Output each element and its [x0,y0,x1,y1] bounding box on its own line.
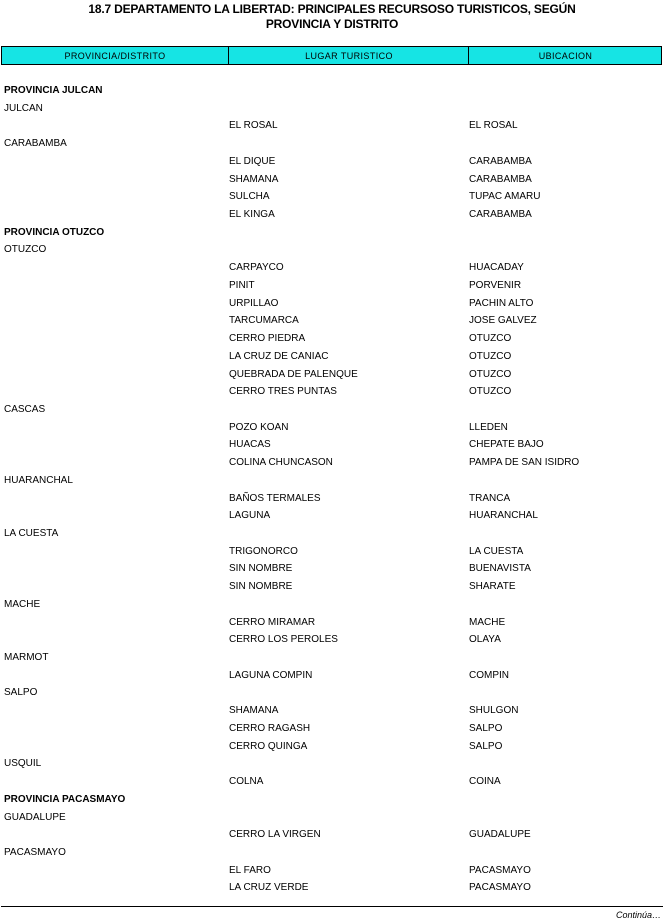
lugar-turistico-cell: LA CRUZ VERDE [229,882,309,894]
distrito-name: OTUZCO [4,244,47,256]
table-row [0,366,664,384]
ubicacion-cell: HUARANCHAL [469,510,538,522]
lugar-turistico-cell: CERRO RAGASH [229,722,311,734]
table-row [0,507,664,525]
lugar-turistico-cell: CERRO MIRAMAR [229,616,316,628]
provincia-row [0,82,664,100]
ubicacion-cell: SHULGON [469,705,519,717]
ubicacion-cell: OTUZCO [469,386,512,398]
distrito-row [0,401,664,419]
lugar-turistico-cell: SIN NOMBRE [229,563,293,575]
ubicacion-cell: OLAYA [469,634,501,646]
title-line-1: 18.7 DEPARTAMENTO LA LIBERTAD: PRINCIPALES RECURSOSO TURISTICOS, SEGÚN [88,2,576,16]
provincia-row [0,791,664,809]
lugar-turistico-cell: LAGUNA [229,510,271,522]
lugar-turistico-cell: HUACAS [229,439,271,451]
table-row [0,614,664,632]
lugar-turistico-cell: QUEBRADA DE PALENQUE [229,368,358,380]
table-row [0,330,664,348]
lugar-turistico-cell: SULCHA [229,191,270,203]
ubicacion-cell: MACHE [469,616,506,628]
table-row [0,631,664,649]
lugar-turistico-cell: LA CRUZ DE CANIAC [229,350,329,362]
footer-divider [1,906,663,907]
ubicacion-cell: TUPAC AMARU [469,191,541,203]
column-header-lugar-turistico: LUGAR TURISTICO [228,47,469,64]
provincia-row [0,224,664,242]
lugar-turistico-cell: EL DIQUE [229,155,276,167]
ubicacion-cell: CHEPATE BAJO [469,439,544,451]
ubicacion-cell: CARABAMBA [469,209,532,221]
distrito-row [0,755,664,773]
ubicacion-cell: SALPO [469,740,503,752]
distrito-row [0,472,664,490]
table-row [0,773,664,791]
table-row [0,153,664,171]
distrito-row [0,100,664,118]
ubicacion-cell: COINA [469,776,501,788]
distrito-row [0,649,664,667]
ubicacion-cell: HUACADAY [469,262,524,274]
column-header-ubicacion: UBICACION [468,47,662,64]
lugar-turistico-cell: CERRO TRES PUNTAS [229,386,337,398]
distrito-row [0,844,664,862]
table-row [0,383,664,401]
distrito-row [0,135,664,153]
table-row [0,667,664,685]
table-row [0,436,664,454]
provincia-name: PROVINCIA OTUZCO [4,226,105,238]
distrito-row [0,596,664,614]
lugar-turistico-cell: EL FARO [229,864,271,876]
lugar-turistico-cell: TRIGONORCO [229,545,298,557]
page-title [0,2,664,32]
table-row [0,117,664,135]
title-line-2: PROVINCIA Y DISTRITO [265,17,399,31]
distrito-name: MARMOT [4,652,49,664]
ubicacion-cell: PAMPA DE SAN ISIDRO [469,457,580,469]
distrito-row [0,809,664,827]
distrito-name: PACASMAYO [4,846,66,858]
provincia-name: PROVINCIA JULCAN [4,85,103,96]
ubicacion-cell: PORVENIR [469,279,522,291]
lugar-turistico-cell: CERRO LOS PEROLES [229,634,338,646]
distrito-name: LA CUESTA [4,528,59,539]
lugar-turistico-cell: SIN NOMBRE [229,581,293,593]
ubicacion-cell: BUENAVISTA [469,563,531,575]
table-row [0,720,664,738]
table-row [0,188,664,206]
ubicacion-cell: CARABAMBA [469,155,532,167]
table-row [0,738,664,756]
lugar-turistico-cell: SHAMANA [229,173,279,185]
table-row [0,259,664,277]
lugar-turistico-cell: POZO KOAN [229,421,289,433]
table-row [0,171,664,189]
table-header [1,46,662,65]
ubicacion-cell: OTUZCO [469,368,512,380]
lugar-turistico-cell: PINIT [229,279,255,291]
distrito-row [0,241,664,259]
ubicacion-cell: LLEDEN [469,421,508,433]
lugar-turistico-cell: COLNA [229,776,264,788]
ubicacion-cell: COMPIN [469,669,509,681]
table-row [0,348,664,366]
lugar-turistico-cell: LAGUNA COMPIN [229,669,313,681]
lugar-turistico-cell: EL ROSAL [229,120,278,132]
table-row [0,295,664,313]
continua-note: Continúa… [615,910,661,920]
ubicacion-cell: SALPO [469,722,503,734]
table-row [0,206,664,224]
table-row [0,490,664,508]
lugar-turistico-cell: CERRO PIEDRA [229,333,306,345]
lugar-turistico-cell: COLINA CHUNCASON [229,457,333,469]
distrito-name: JULCAN [4,102,43,114]
lugar-turistico-cell: TARCUMARCA [229,315,299,327]
lugar-turistico-cell: BAÑOS TERMALES [229,492,321,504]
ubicacion-cell: PACHIN ALTO [469,297,534,309]
ubicacion-cell: OTUZCO [469,333,512,345]
table-row [0,702,664,720]
table-row [0,454,664,472]
table-row [0,862,664,880]
table-row [0,419,664,437]
distrito-name: GUADALUPE [4,811,66,823]
distrito-name: USQUIL [4,758,42,770]
ubicacion-cell: SHARATE [469,581,516,593]
table-row [0,277,664,295]
ubicacion-cell: PACASMAYO [469,864,531,876]
distrito-row [0,525,664,543]
distrito-name: SALPO [4,687,38,699]
table-row [0,826,664,844]
ubicacion-cell: EL ROSAL [469,120,518,132]
ubicacion-cell: OTUZCO [469,350,512,362]
distrito-name: CARABAMBA [4,138,67,150]
distrito-name: HUARANCHAL [4,474,73,486]
distrito-name: CASCAS [4,403,46,415]
lugar-turistico-cell: EL KINGA [229,209,275,221]
distrito-name: MACHE [4,598,41,610]
ubicacion-cell: TRANCA [469,492,511,504]
table-row [0,543,664,561]
ubicacion-cell: JOSE GALVEZ [469,315,537,327]
ubicacion-cell: GUADALUPE [469,829,531,841]
lugar-turistico-cell: URPILLAO [229,297,279,309]
ubicacion-cell: PACASMAYO [469,882,531,894]
lugar-turistico-cell: CERRO LA VIRGEN [229,829,321,841]
provincia-name: PROVINCIA PACASMAYO [4,793,126,805]
table-row [0,312,664,330]
lugar-turistico-cell: CERRO QUINGA [229,740,308,752]
ubicacion-cell: LA CUESTA [469,545,524,557]
table-row [0,560,664,578]
lugar-turistico-cell: CARPAYCO [229,262,284,274]
ubicacion-cell: CARABAMBA [469,173,532,185]
table-row [0,879,664,897]
column-header-provincia-distrito: PROVINCIA/DISTRITO [64,51,166,61]
distrito-row [0,684,664,702]
lugar-turistico-cell: SHAMANA [229,705,279,717]
table-row [0,578,664,596]
